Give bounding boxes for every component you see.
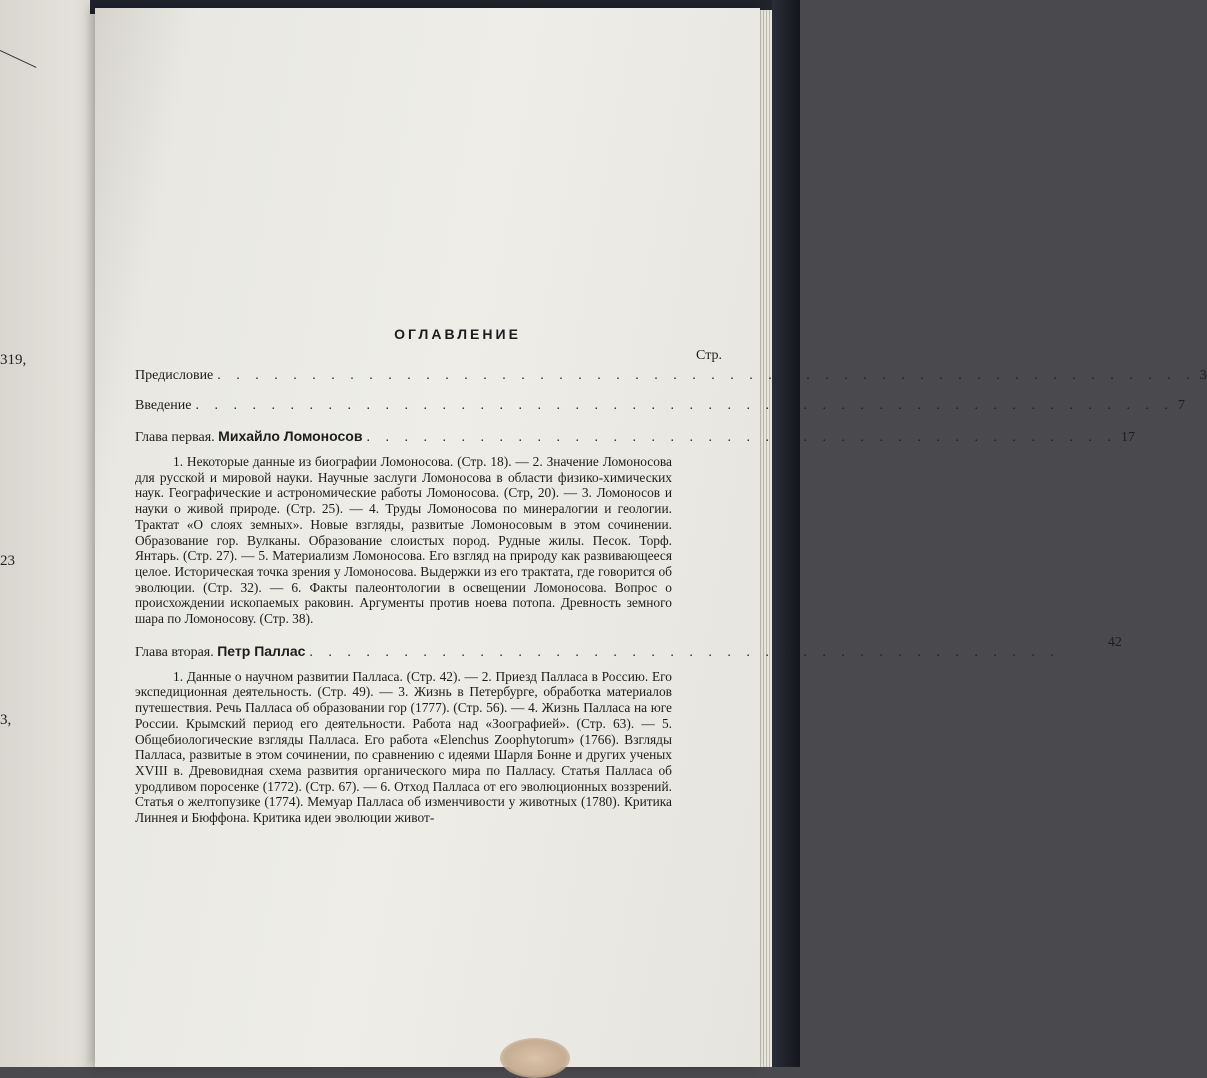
book-cover-right bbox=[772, 0, 800, 1067]
dot-leader: . . . . . . . . . . . . . . . . . . . . . . . . . . . . . . . . . . . . . . . . bbox=[366, 430, 1117, 445]
dot-leader: . . . . . . . . . . . . . . . . . . . . . . . . . . . . . . . . . . . . . . . . . . . . . . . . . . . . bbox=[195, 398, 1174, 413]
table-of-contents bbox=[135, 326, 1207, 826]
page-column-header: Стр. bbox=[696, 348, 722, 363]
chapter-name: Петр Паллас bbox=[217, 642, 306, 659]
dot-leader: . . . . . . . . . . . . . . . . . . . . . . . . . . . . . . . . . . . . . . . . . . . . . . . . . . . . bbox=[217, 368, 1196, 383]
chapter-summary: 1. Некоторые данные из биографии Ломоносова. (Стр. 18). — 2. Значение Ломоносова для русской и мировой науки. Научные заслуги Ломоносова в области физико-химических наук. Географические и астрономические работы Ломоносова. (Стр, 20). — 3. Ломоносов и науки о живой природе. (Стр. 25). — 4. Труды Ломоносова по минералогии и геологии. Трактат «О слоях земных». Новые взгляды, развитые Ломоносовым в этом сочинении. Образование гор. Вулканы. Образование слоистых пород. Рудные жилы. Песок. Торф. Янтарь. (Стр. 27). — 5. Материализм Ломоносова. Его взгляд на природу как развивающееся целое. Историческая точка зрения у Ломоносова. Выдержки из его трактата, где говорится об эволюции. (Стр. 32). — 6. Факты палеонтологии в освещении Ломоносова. Вопрос о происхождении ископаемых раковин. Аргументы против ноева потопа. Древность земного шара по Ломоносову. (Стр. 38). bbox=[135, 454, 672, 627]
chapter-heading bbox=[135, 428, 362, 446]
dot-leader: . . . . . . . . . . . . . . . . . . . . . . . . . . . . . . . . . . . . . . . . bbox=[309, 644, 1060, 660]
chapter-prefix: Глава первая. bbox=[135, 430, 215, 445]
left-page-fragment: 319, bbox=[0, 352, 27, 368]
toc-entry-preface bbox=[135, 368, 1207, 384]
toc-chapter-2 bbox=[135, 634, 1122, 661]
left-page-fragment: 23 bbox=[0, 553, 15, 569]
toc-entry-page: 7 bbox=[1177, 398, 1185, 413]
toc-title: ОГЛАВЛЕНИЕ bbox=[394, 326, 521, 342]
chapter-summary: 1. Данные о научном развитии Палласа. (Стр. 42). — 2. Приезд Палласа в Россию. Его экспедиционная деятельность. (Стр. 49). — 3. Жизнь в Петербурге, обработка материалов путешествия. Речь Палласа об образовании гор (1777). (Стр. 56). — 4. Жизнь Палласа на юге России. Крымский период его деятельности. Работа над «Зоографией». (Стр. 63). — 5. Общебиологические взгляды Палласа. Его работа «Elenchus Zoophytorum» (1766). Взгляды Палласа, развитые в этом сочинении, по сравнению с идеями Шарля Бонне и других ученых XVIII в. Древовидная схема развития органического мира по Палласу. Статья Палласа об уродливом поросенке (1772). (Стр. 67). — 6. Отход Палласа от его эволюционных воззрений. Статья о желтопузике (1774). Мемуар Палласа об изменчивости у животных (1780). Критика Линнея и Бюффона. Критика идеи эволюции живот- bbox=[135, 668, 672, 826]
toc-entry-page: 42 bbox=[1107, 634, 1122, 650]
toc-entry-label: Введение bbox=[135, 398, 192, 413]
toc-entry-introduction bbox=[135, 398, 1185, 414]
chapter-prefix: Глава вторая. bbox=[135, 644, 214, 660]
left-page-rule bbox=[0, 50, 36, 68]
toc-entry-page: 17 bbox=[1120, 430, 1135, 445]
toc-entry-page: 3 bbox=[1199, 368, 1207, 383]
finger bbox=[500, 1038, 570, 1078]
toc-entry-label: Предисловие bbox=[135, 368, 214, 383]
right-page bbox=[95, 8, 1207, 1067]
left-page-fragment: 3, bbox=[0, 712, 12, 728]
toc-chapter-1 bbox=[135, 428, 1135, 446]
chapter-name: Михайло Ломоносов bbox=[218, 428, 363, 444]
chapter-heading bbox=[135, 643, 305, 661]
